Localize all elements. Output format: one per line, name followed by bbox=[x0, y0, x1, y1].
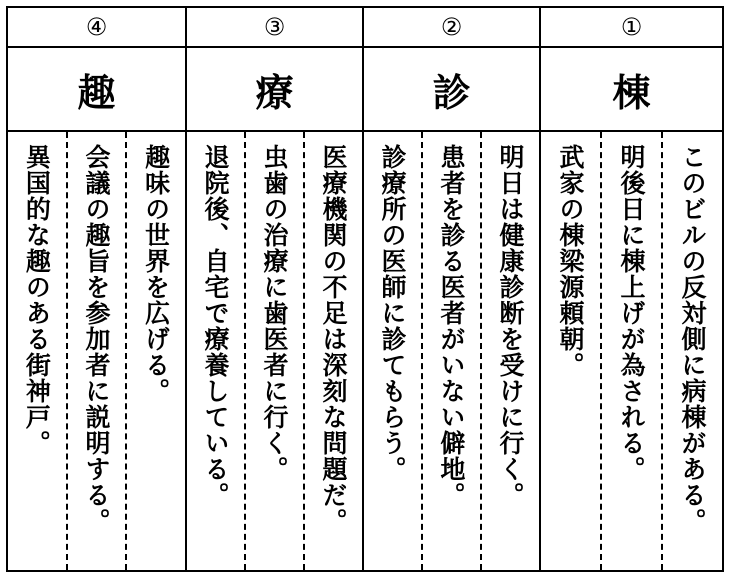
example-sentence: 明後日に棟上げが為される。 bbox=[617, 144, 646, 482]
column-kanji: 趣 bbox=[8, 48, 185, 132]
example-sentence: 診療所の医師に診てもらう。 bbox=[378, 144, 407, 482]
example-sentence: 明日は健康診断を受けに行く。 bbox=[496, 144, 525, 508]
sentence-area bbox=[541, 132, 722, 570]
example-sentence: 趣味の世界を広げる。 bbox=[141, 144, 171, 404]
column-number: ② bbox=[364, 8, 539, 48]
column-2 bbox=[362, 8, 539, 570]
example-sentence: 退院後、自宅で療養している。 bbox=[201, 144, 230, 508]
sentence-area bbox=[364, 132, 539, 570]
column-kanji: 療 bbox=[187, 48, 362, 132]
kanji-worksheet bbox=[6, 6, 724, 572]
column-kanji: 診 bbox=[364, 48, 539, 132]
sentence-area bbox=[187, 132, 362, 570]
example-sentence: 武家の棟梁源頼朝。 bbox=[556, 144, 585, 378]
example-sentence: このビルの反対側に病棟がある。 bbox=[678, 144, 707, 534]
column-number: ① bbox=[541, 8, 722, 48]
column-4 bbox=[8, 8, 185, 570]
column-kanji: 棟 bbox=[541, 48, 722, 132]
column-number: ③ bbox=[187, 8, 362, 48]
example-sentence: 異国的な趣のある街神戸。 bbox=[22, 144, 52, 456]
example-sentence: 会議の趣旨を参加者に説明する。 bbox=[81, 144, 111, 534]
example-sentence: 虫歯の治療に歯医者に行く。 bbox=[260, 144, 289, 482]
example-sentence: 医療機関の不足は深刻な問題だ。 bbox=[319, 144, 348, 534]
example-sentence: 患者を診る医者がいない僻地。 bbox=[437, 144, 466, 508]
column-1 bbox=[539, 8, 722, 570]
sentence-area bbox=[8, 132, 185, 570]
column-3 bbox=[185, 8, 362, 570]
column-number: ④ bbox=[8, 8, 185, 48]
